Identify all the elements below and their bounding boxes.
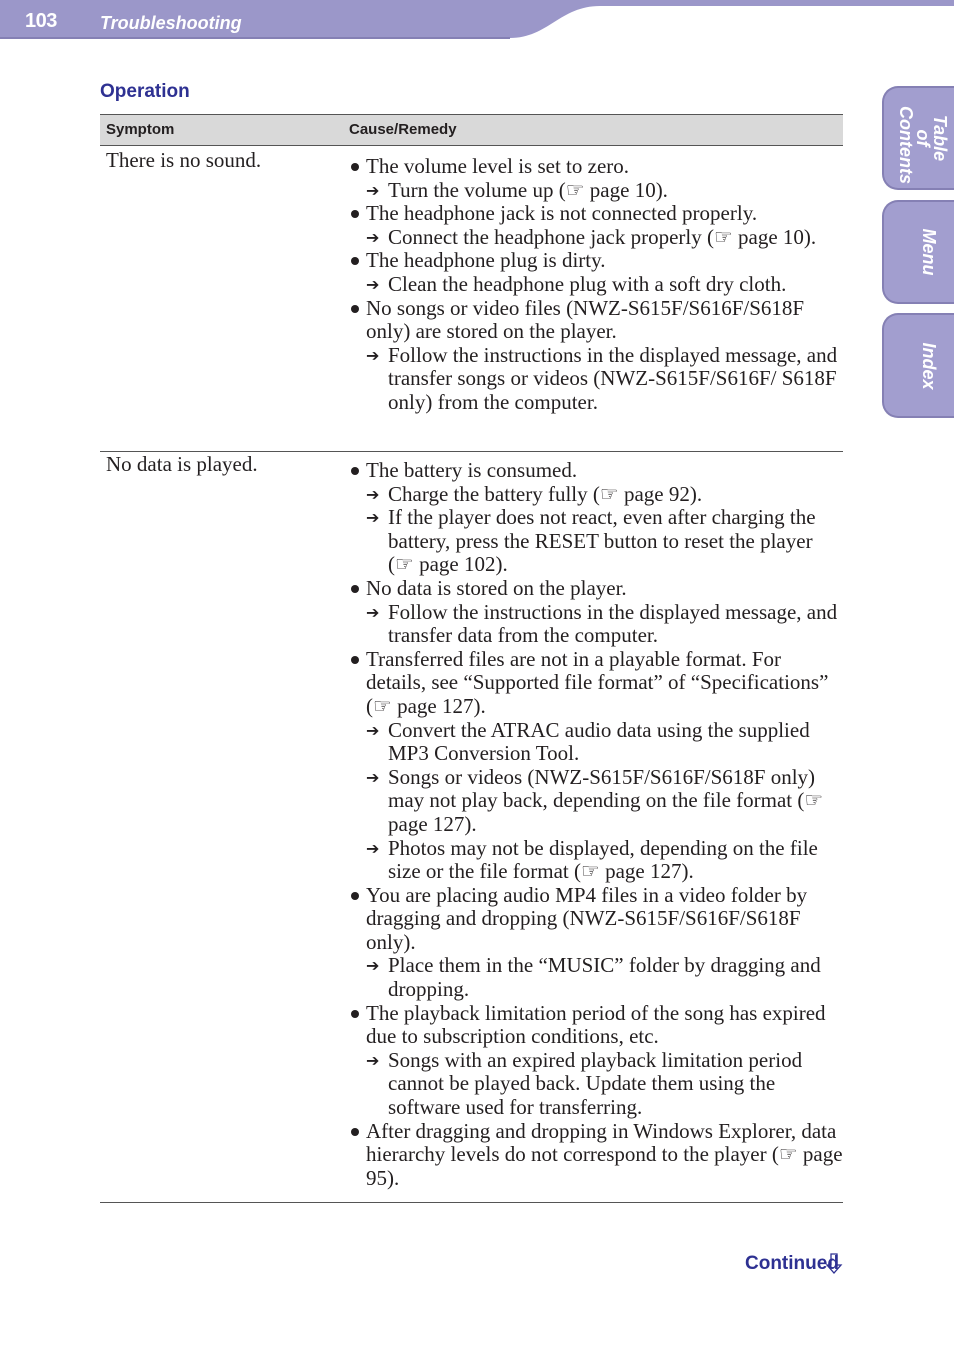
page-header bbox=[0, 0, 954, 40]
tab-menu[interactable] bbox=[882, 200, 954, 304]
arrow-icon: ➔ bbox=[366, 956, 380, 976]
remedy-text: Charge the battery fully (☞ page 92). bbox=[388, 481, 703, 506]
arrow-icon: ➔ bbox=[366, 767, 380, 787]
tab-index-label: Index bbox=[919, 341, 939, 390]
tab-menu-label: Menu bbox=[919, 228, 939, 276]
remedy-cell bbox=[349, 155, 843, 415]
remedy-item bbox=[349, 273, 843, 297]
arrow-icon: ➔ bbox=[366, 180, 380, 200]
remedy-text: Photos may not be displayed, depending on the file size or the file format (☞ page 127). bbox=[388, 835, 818, 884]
remedy-text: Connect the headphone jack properly (☞ page 10). bbox=[388, 224, 817, 249]
section-heading: Operation bbox=[100, 81, 190, 102]
cause-item: The playback limitation period of the song has expired due to subscription conditions, etc. bbox=[349, 1002, 843, 1049]
arrow-icon: ➔ bbox=[366, 602, 380, 622]
continued-label: Continued bbox=[745, 1253, 839, 1274]
symptom-cell: There is no sound. bbox=[106, 148, 262, 172]
remedy-item bbox=[349, 766, 843, 837]
arrow-icon: ➔ bbox=[366, 227, 380, 247]
remedy-text: Songs with an expired playback limitation period cannot be played back. Update them using the software used for transferring. bbox=[388, 1047, 803, 1120]
arrow-icon: ➔ bbox=[366, 274, 380, 294]
remedy-item bbox=[349, 226, 843, 250]
remedy-item bbox=[349, 483, 843, 507]
arrow-icon: ➔ bbox=[366, 508, 380, 528]
remedy-item bbox=[349, 837, 843, 884]
arrow-icon: ➔ bbox=[366, 345, 380, 365]
arrow-icon: ➔ bbox=[366, 838, 380, 858]
table-row bbox=[100, 452, 843, 1203]
remedy-item bbox=[349, 344, 843, 415]
symptom-cell: No data is played. bbox=[106, 452, 258, 476]
cause-item: The headphone jack is not connected properly. bbox=[349, 202, 843, 226]
cause-item: The volume level is set to zero. bbox=[349, 155, 843, 179]
remedy-text: Songs or videos (NWZ-S615F/S616F/S618F only) may not play back, depending on the file format (☞ page 127). bbox=[388, 764, 824, 836]
remedy-text: If the player does not react, even after charging the battery, press the RESET button to reset the player (☞ page 102). bbox=[388, 505, 816, 577]
section-title: Troubleshooting bbox=[100, 13, 242, 33]
cause-item: No data is stored on the player. bbox=[349, 577, 843, 601]
cause-item: After dragging and dropping in Windows Explorer, data hierarchy levels do not correspond to the player (☞ page 95). bbox=[349, 1120, 843, 1191]
arrow-icon: ➔ bbox=[366, 1050, 380, 1070]
cause-item: The headphone plug is dirty. bbox=[349, 249, 843, 273]
remedy-item bbox=[349, 506, 843, 577]
remedy-item bbox=[349, 601, 843, 648]
remedy-text: Clean the headphone plug with a soft dry cloth. bbox=[388, 271, 787, 296]
tab-index[interactable] bbox=[882, 313, 954, 418]
remedy-text: Convert the ATRAC audio data using the supplied MP3 Conversion Tool. bbox=[388, 717, 810, 766]
arrow-icon: ➔ bbox=[366, 720, 380, 740]
arrow-icon: ➔ bbox=[366, 484, 380, 504]
cause-item: Transferred files are not in a playable format. For details, see “Supported file format” of “Specifications” (☞ page 127). bbox=[349, 648, 843, 719]
table-header bbox=[100, 114, 843, 146]
troubleshooting-table bbox=[100, 114, 843, 1203]
column-header-cause-remedy: Cause/Remedy bbox=[349, 121, 457, 138]
remedy-text: Place them in the “MUSIC” folder by dragging and dropping. bbox=[388, 953, 821, 1002]
remedy-item bbox=[349, 1049, 843, 1120]
remedy-text: Follow the instructions in the displayed message, and transfer songs or videos (NWZ-S615F/S616F/ S618F only) from the computer. bbox=[388, 342, 838, 414]
cause-item: You are placing audio MP4 files in a video folder by dragging and dropping (NWZ-S615F/S616F/S618F only). bbox=[349, 884, 843, 955]
remedy-cell bbox=[349, 459, 843, 1190]
cause-item: The battery is consumed. bbox=[349, 459, 843, 483]
remedy-item bbox=[349, 719, 843, 766]
down-arrow-icon bbox=[825, 1252, 843, 1276]
cause-item: No songs or video files (NWZ-S615F/S616F/S618F only) are stored on the player. bbox=[349, 297, 843, 344]
page-number: 103 bbox=[25, 10, 57, 32]
remedy-text: Turn the volume up (☞ page 10). bbox=[388, 177, 668, 202]
remedy-item bbox=[349, 954, 843, 1001]
column-header-symptom: Symptom bbox=[106, 121, 175, 138]
tab-table-of-contents-label: Table of Contents bbox=[896, 106, 951, 184]
tab-table-of-contents[interactable] bbox=[882, 86, 954, 190]
remedy-item bbox=[349, 179, 843, 203]
remedy-text: Follow the instructions in the displayed message, and transfer data from the computer. bbox=[388, 599, 838, 648]
table-row bbox=[100, 146, 843, 452]
